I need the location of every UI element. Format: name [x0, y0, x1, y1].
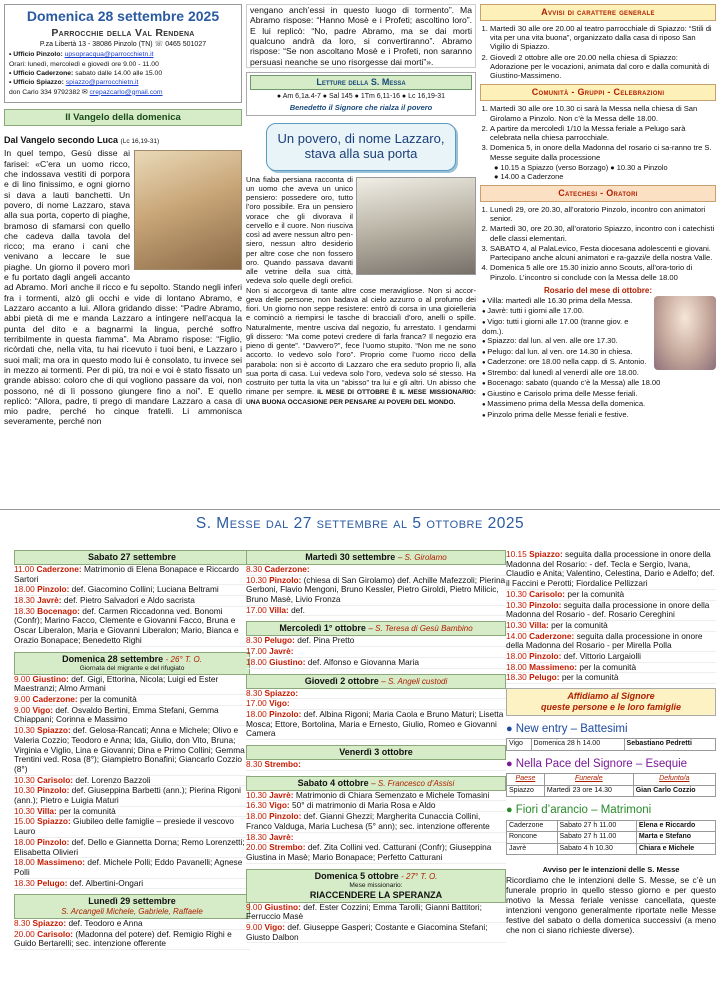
- mass-location: Javrè:: [269, 789, 296, 800]
- mass-intention: seguita dalla processione in onore della Madonna del Rosario - per Mirella Polla: [506, 630, 703, 651]
- mass-location: Carisolo:: [529, 588, 568, 599]
- mass-time: 18.00: [14, 857, 38, 868]
- office-text: don Carlo 334 9792382 ✉: [9, 88, 90, 96]
- mass-location: Vigo:: [269, 800, 292, 811]
- list-item: 4. Domenica 5 alle ore 15.30 inizio anno Scouts, all’ora-torio di Pinzolo. L’incontro si conclude con la Messa delle 18.00: [490, 263, 716, 282]
- mass-time: 16.30: [246, 800, 270, 811]
- day-note: – S. Girolamo: [397, 553, 447, 562]
- mass-entry: [506, 550, 716, 590]
- day-label: Lunedì 29 settembre: [88, 896, 176, 907]
- esequie-title: ● Nella Pace del Signore – Esequie: [506, 758, 688, 771]
- table-cell: Sabato 27 h 11.00: [557, 820, 636, 832]
- mass-location: Spiazzo:: [37, 816, 74, 827]
- table-header-cell: Defunto/a: [633, 774, 715, 786]
- mass-entry: [14, 726, 250, 776]
- table-cell: Gian Carlo Cozzio: [633, 785, 715, 797]
- messe-title: S. Messe dal 27 settembre al 5 ottobre 2025: [195, 515, 525, 532]
- office-label: • Ufficio Spiazzo:: [9, 79, 66, 87]
- mass-intention: def. Gianni Ghezzi; Margherita Cunaccia Collini, Franco Valduga, Maria Luchesa (5° ann); sec. intenzione offerente: [246, 811, 490, 831]
- mass-intention: def. Albertini-Ongari: [69, 877, 144, 888]
- mass-time: 10.30: [506, 588, 530, 599]
- messe-column-2: [246, 550, 506, 943]
- day-label: Sabato 4 ottobre: [297, 777, 369, 788]
- mass-entry: [14, 838, 250, 858]
- day-header: [246, 869, 506, 903]
- mass-location: Spiazzo:: [32, 918, 69, 929]
- vangelo-continued: vengano anch’essi in questo luogo di tormento”. Ma Abramo rispose: “Hanno Mosè e i Profeti; ascoltino loro”. E lui replicò: “No, padre Abramo, ma se dai morti qualcuno andrà da loro, si convertiranno”. Abramo rispose: “Se non ascoltano Mosè e i Profeti, non saranno persuasi neanche se uno risorgesse dai morti”».: [246, 4, 476, 68]
- commento-closing: IL MESE DI OTTOBRE È IL MESE MISSIONARIO: UNA BUONA OCCASIONE PER PENSARE AI POVERI DEL MONDO.: [246, 389, 476, 407]
- list-item: 2. A partire da mercoledì 1/10 la Messa feriale a Pelugo sarà celebrata nella chiesa parrocchiale.: [490, 124, 716, 143]
- table-cell: Sabato 27 h 11.00: [557, 832, 636, 844]
- esequie-table: [506, 773, 716, 797]
- table-cell: Sabato 4 h 10.30: [557, 843, 636, 855]
- mass-location: Bocenago:: [37, 605, 83, 616]
- vangelo-section-label: Il Vangelo della domenica: [4, 109, 242, 127]
- mass-entry: [506, 601, 716, 621]
- mass-time: 10.30: [14, 725, 38, 736]
- comunita-title: Comunità - Gruppi - Celebrazioni: [480, 84, 716, 101]
- office-line: [9, 79, 237, 87]
- day-header: [246, 550, 506, 565]
- mass-location: Giustino:: [264, 901, 304, 912]
- mass-intention: seguita dalla processione in onore della Madonna del Rosario - def. Rosario Cereghini: [506, 599, 710, 620]
- mass-location: Massimeno:: [37, 857, 88, 868]
- office-line: [9, 89, 237, 97]
- mass-entry: [246, 576, 506, 606]
- mass-intention: 50° di matrimonio di Maria Rosa e Aldo: [291, 800, 436, 811]
- mass-location: Giustino:: [32, 673, 72, 684]
- mass-time: 10.30: [14, 774, 38, 785]
- office-label: • Ufficio Pinzolo:: [9, 51, 65, 59]
- parish-header: [4, 4, 242, 103]
- mass-intention: def. Teodoro e Anna: [68, 918, 143, 929]
- mass-entry: [246, 812, 506, 832]
- day-saints: S. Arcangeli Michele, Gabriele, Raffaele: [61, 907, 203, 917]
- mass-location: Javrè:: [269, 831, 294, 842]
- rosario-item: ● Giustino e Carisolo prima delle Messe feriali.: [482, 389, 716, 399]
- mass-location: Spiazzo:: [264, 687, 299, 698]
- office-email-link[interactable]: upsopracqua@parrocchietn.it: [64, 51, 154, 59]
- mass-time: 9.00: [246, 901, 265, 912]
- mass-time: 8.30: [246, 687, 265, 698]
- day-note: – S. Angeli custodi: [381, 676, 448, 686]
- mass-time: 18.30: [506, 672, 530, 683]
- table-cell: Domenica 28 h 14.00: [531, 739, 624, 751]
- mass-time: 17.00: [246, 646, 270, 657]
- table-cell: Martedì 23 ore 14.30: [544, 785, 633, 797]
- mass-time: 9.00: [14, 694, 33, 704]
- mass-intention: def. Gelosa-Rancati; Anna e Michele; Olivo e Valeria Cozzio; Teodoro e Anna; Ida, Giulio, don Vito, Bruna; Virginia e Viglio, Lina e Giovanni; Dina e Primo Collini; Gemma Trentini ved. Rosa (8°); Giampietro Bonafini; Giancarlo Cozzio (8°): [14, 725, 245, 774]
- table-cell: Sebastiano Pedretti: [624, 739, 715, 751]
- mass-intention: def. Ester Cozzini; Emma Tarolli; Gianni Battitori; Ferruccio Masè: [246, 901, 482, 922]
- sub-item: ● 10.15 a Spiazzo (verso Borzago) ● 10.30 a Pinzolo: [494, 162, 668, 172]
- list-item: 3. Domenica 5, in onore della Madonna del rosario ci sa-ranno tre S. Messe seguite dalla processione: [490, 143, 716, 162]
- mass-location: Giustino:: [269, 656, 308, 667]
- mass-time: 9.00: [14, 673, 33, 684]
- office-label: • Ufficio Caderzone:: [9, 69, 76, 77]
- day-label: Martedì 30 settembre: [305, 552, 396, 562]
- mass-location: Pinzolo:: [37, 836, 72, 847]
- mass-intention: def. Lorenzo Bazzoli: [75, 774, 151, 785]
- mass-time: 18.00: [246, 656, 270, 667]
- messe-column-1: [14, 550, 250, 950]
- mass-entry: [14, 675, 250, 695]
- mass-intention: per la comunità: [79, 694, 137, 704]
- mass-intention: def.: [291, 604, 305, 615]
- avviso-intenzioni-text: Ricordiamo che le intenzioni delle S. Messe, se c’è un funerale proprio in quello stesso giorno e per questo motivo la Messa feriale venisse cancellata, queste intenzioni vengono generalmente riportate nelle Messe festive del sabato o della domenica successivi (a meno che non ci siano richieste diverse).: [506, 874, 716, 936]
- middle-column: [246, 4, 476, 407]
- mass-location: Spiazzo:: [529, 549, 566, 559]
- mass-intention: def. Osvaldo Bertini, Emma Stefani, Gemma Chiappani; Corinna e Massimo: [14, 704, 219, 725]
- table-cell: Caderzone: [507, 820, 558, 832]
- table-header-cell: Paese: [507, 774, 545, 786]
- mass-location: Pinzolo:: [37, 584, 72, 595]
- vangelo-text: In quel tempo, Gesù disse ai farisei: «C’era un uomo ricco, che indossava vestiti di porpora e di lino finissimo, e ogni giorno si dava a lauti banchetti. Un povero, di nome Lazzaro, stava alla sua porta, coperto di piaghe, bramoso di sfamarsi con quello che cadeva dalla tavola del ricco; ma erano i cani che venivano a leccare le sue piaghe. Un giorno il povero morì e fu portato dagli angeli accanto ad Abramo. Morì anche il ricco e fu sepolto. Stando negli inferi fra i tormenti, alzò gli occhi e vide di lontano Abramo, e Lazzaro accanto a lui. Allora gridando disse: “Padre Abramo, abbi pietà di me e manda Lazzaro a intingere nell’acqua la punta del dito e a bagnarmi la lingua, perché soffro terribilmente in questa fiamma”. Ma Abramo rispose: “Figlio, ricòrdati che, nella vita, tu hai ricevuto i tuoi beni, e Lazzaro i suoi mali; ma ora in questo modo lui è consolato, tu invece sei in mezzo ai tormenti. Per di più, tra noi e voi è stato fissato un grande abisso: coloro che di qui vogliono passare da voi, non possono, né di lì possono giungere fino a noi”. E quello replicò: “Allora, padre, ti prego di mandare Lazzaro a casa di mio padre, perché ho cinque fratelli. Li ammonisca severamente, perché non: [4, 148, 242, 427]
- offices-list: [9, 51, 237, 96]
- mass-intention: def. Vittorio Largaiolli: [563, 651, 641, 662]
- table-row: [507, 843, 716, 855]
- mass-time: 18.00: [506, 661, 530, 672]
- mass-intention: Matrimonio di Elena Bonapace e Riccardo Sartori: [14, 563, 239, 584]
- catechesi-list: [480, 205, 716, 282]
- commento-text: Una fiaba persiana racconta di un uomo che aveva un unico pensiero: possedere oro, tutto l’oro possibile. Era un pensiero vorace che gli divorava il cervello e il cuore. Non riusciva così ad avere nessun altro pen-siero, nessun altro desiderio per altre cose che non fossero oro. Quando passava davanti alle vetrine della sua città, vedeva solo quelle degli orefici. Non si accorgeva di tante altre cose meravigliose. Non si accor-geva delle persone, non badava al cielo azzurro o al profumo dei fiori. Un giorno non seppe resistere: entrò di corsa in una gioielleria e cominciò a riempirsi le tasche di braccialì d’oro, anelli o spille. Naturalmente, mentre usciva dal negozio, fu arrestato. I gendarmi gli dissero: “Ma come potevi credere di farla franca? Il negozio era pieno di gente”. “Davvero?”, fece l’uomo stupito. “Non me ne sono accorto. Io vedevo solo l’oro”. Proprio come l’uomo ricco della parabola: non si è accorto di Lazzaro che era seduto proprio lì, alla sua porta di casa. Lui vedeva solo l’oro, vedeva solo sé stesso. Ha costruito per tutta la vita un “abisso” tra lui e gli altri. Un abisso che rimane per sempre. IL MESE DI OTTOBRE È IL MESE MISSIONARIO: UNA BUONA OCCASIONE PER PENSARE AI POVERI DEL MONDO.: [246, 174, 476, 407]
- list-item: 2. Martedì 30, ore 20.30, all’oratorio Spiazzo, incontro con i catechisti delle classi elementari.: [490, 224, 716, 243]
- matrimoni-table: [506, 820, 716, 856]
- day-note: – S. Teresa di Gesù Bambino: [368, 624, 473, 634]
- office-line: [9, 70, 237, 78]
- table-cell: Vigo: [507, 739, 532, 751]
- madonna-image: [654, 296, 716, 370]
- commento-title: Un povero, di nome Lazzaro, stava alla sua porta: [266, 123, 456, 171]
- mass-time: 8.30: [246, 635, 265, 646]
- mass-time: 8.30: [246, 759, 265, 770]
- mass-location: Vigo:: [269, 698, 290, 709]
- mass-intention: per la comunità: [59, 805, 116, 816]
- vangelo-title: Dal Vangelo secondo Luca (Lc 16,19-31): [4, 135, 160, 146]
- mass-time: 18.00: [14, 836, 38, 847]
- table-cell: Chiara e Michele: [636, 843, 715, 855]
- day-label: Venerdì 3 ottobre: [339, 747, 413, 758]
- mass-location: Pinzolo:: [529, 651, 564, 662]
- mass-time: 18.00: [246, 811, 270, 822]
- mass-intention: def. Alfonso e Giovanna Maria: [307, 656, 419, 667]
- day-theme: RIACCENDERE LA SPERANZA: [309, 889, 443, 900]
- mass-entry: [246, 710, 506, 740]
- avviso-intenzioni-title: Avviso per le intenzioni delle S. Messe: [542, 865, 680, 875]
- mass-intention: def. Dello e Giannetta Dorna; Remo Lorenzetti; Elisabetta Olivieri: [14, 836, 245, 857]
- mass-location: Strembo:: [269, 842, 308, 853]
- rosario-item: ● Caderzone: ore 18.00 nella capp. di S. Antonio.: [482, 357, 716, 367]
- mass-entry: [506, 632, 716, 652]
- letture-box: [246, 72, 476, 116]
- mass-intention: per la comunità: [579, 661, 637, 672]
- mass-intention: def. Giuseppina Barbetti (ann.); Pierina Rigoni (ann.); Pietro e Luigia Maturi: [14, 785, 241, 806]
- rosario-item: ● Villa: martedì alle 16.30 prima della Messa.: [482, 296, 716, 306]
- mass-intention: Matrimonio di Chiara Semenzato e Michele Tomasini: [295, 789, 490, 800]
- day-note: - 27° T. O.: [401, 871, 438, 881]
- mass-location: Pelugo:: [264, 635, 298, 646]
- rosario-item: ● Pinzolo prima delle Messe feriali e festive.: [482, 410, 716, 420]
- mass-time: 10.15: [506, 549, 530, 559]
- avvisi-list: [480, 24, 716, 81]
- mass-location: Javrè:: [269, 646, 294, 657]
- messe-list-3: [506, 550, 716, 684]
- mass-entry: [246, 658, 506, 669]
- mass-time: 10.30: [246, 574, 270, 585]
- battesimi-title: ● New entry – Battesimi: [506, 723, 628, 736]
- parish-address: P.za Libertà 13 - 38086 Pinzolo (TN) ☏ 0465 501027: [39, 40, 207, 48]
- commento-illustration: [356, 177, 476, 275]
- office-line: [9, 51, 237, 59]
- table-row: [507, 785, 716, 797]
- mass-location: Caderzone:: [529, 630, 577, 641]
- mass-location: Villa:: [37, 805, 60, 816]
- day-subtitle: Mese missionario:: [349, 881, 403, 889]
- comunita-list: [480, 104, 716, 181]
- mass-location: Carisolo:: [37, 774, 76, 785]
- mass-intention: def. Giuseppe Gasperi; Costante e Giacomina Stefani; Giusto Dalbon: [246, 921, 488, 942]
- mass-location: Pelugo:: [37, 877, 70, 888]
- mass-intention: per la comunità: [561, 672, 619, 683]
- mass-time: 17.00: [246, 604, 270, 615]
- mass-entry: [246, 606, 506, 617]
- list-item: 1. Martedì 30 alle ore 10.30 ci sarà la Messa nella chiesa di San Girolamo a Pinzolo. Non c’è la Messa delle 18.00.: [490, 104, 716, 123]
- mass-time: 9.00: [246, 921, 265, 932]
- mass-entry: [14, 786, 250, 806]
- mass-entry: [246, 760, 506, 771]
- mass-intention: def. Gigi, Ettorina, Nicola; Luigi ed Ester Maestranzi; Almo Armani: [14, 673, 219, 694]
- mass-location: Carisolo:: [37, 928, 76, 939]
- mass-location: Pinzolo:: [529, 599, 564, 610]
- mass-intention: def. Carmen Riccadonna ved. Bonomi (Confr); Marino Facco, Clemente e Giovanni Facco, Bruna e Oscar Liberalon, Maria e Giovanni Liberalon; Mario, Bianca e Orazio Bonapace; Benedetto Righi: [14, 605, 239, 645]
- mass-location: Villa:: [529, 619, 552, 630]
- mass-entry: [14, 706, 250, 726]
- mass-location: Spiazzo:: [37, 725, 74, 736]
- mass-time: 10.30: [246, 789, 270, 800]
- mass-time: 8.30: [14, 918, 33, 929]
- mass-intention: def. Michele Polli; Eddo Pavanelli; Agnese Polli: [14, 857, 243, 877]
- mass-location: Pinzolo:: [37, 785, 72, 796]
- mass-time: 11.00: [14, 563, 37, 574]
- right-column: [480, 4, 716, 420]
- mass-location: Vigo:: [264, 921, 288, 932]
- mass-intention: def. Giacomino Collini; Luciana Beltrami: [71, 584, 219, 595]
- mass-location: Caderzone:: [36, 563, 84, 574]
- mass-intention: def. Zita Collini ved. Catturani (Confr); Giuseppina Giustina in Masè; Mario Bonapace; Perfetto Catturani: [246, 842, 492, 862]
- mass-location: Villa:: [269, 604, 292, 615]
- mass-intention: (chiesa di San Girolamo) def. Achille Mafezzoli; Pierina Gerboni, Flavio Mengoni, Bruno Kessler, Pietro Giroldi, Pietro Milicic, Bruno Masè, Livio Fronza: [246, 574, 506, 605]
- day-note: - 26° T. O.: [165, 654, 202, 664]
- rosario-item: ● Massimeno prima della Messa della domenica.: [482, 399, 716, 409]
- letture-subtitle: Benedetto il Signore che rialza il povero: [289, 103, 433, 113]
- mass-intention: def. Pina Pretto: [297, 635, 355, 646]
- table-header-cell: Funerale: [544, 774, 633, 786]
- mass-intention: (Madonna del potere) def. Remigio Righi e Guido Bertarelli; sec. intenzione offerente: [14, 928, 232, 949]
- day-note: – S. Francesco d’Assisi: [371, 778, 455, 788]
- mass-time: 18.30: [246, 831, 270, 842]
- table-cell: Marta e Stefano: [636, 832, 715, 844]
- mass-location: Pinzolo:: [269, 574, 304, 585]
- office-text: Orari: lunedì, mercoledì e giovedì ore 9.00 - 11.00: [9, 60, 159, 68]
- rosario-item: ● Vigo: tutti i giorni alle 17.00 (tranne giov. e dom.).: [482, 317, 716, 337]
- mass-location: Caderzone:: [32, 694, 80, 704]
- mass-time: 10.30: [14, 785, 38, 796]
- gospel-illustration: [134, 150, 242, 270]
- list-item: 2. Giovedì 2 ottobre alle ore 20.00 nella chiesa di Spiazzo: Adorazione per le vocazioni, animata dal coro e dalla comunità di Giustino-Massimeno.: [490, 53, 716, 81]
- mass-location: Massimeno:: [529, 661, 580, 672]
- table-row: [507, 739, 716, 751]
- table-cell: Roncone: [507, 832, 558, 844]
- rosario-item: ● Bocenago: sabato (quando c’è la Messa) alle 18.00: [482, 378, 716, 388]
- day-label: Giovedì 2 ottobre: [304, 675, 379, 686]
- mass-time: 18.30: [14, 595, 38, 606]
- affidiamo-box: Affidiamo al Signore queste persone e le loro famiglie: [506, 688, 716, 716]
- day-label: Sabato 27 settembre: [87, 552, 177, 562]
- mass-location: Vigo:: [32, 704, 56, 715]
- day-label: Domenica 5 ottobre: [314, 870, 399, 881]
- mass-intention: per la comunità: [551, 619, 608, 630]
- mass-location: Strembo:: [264, 759, 301, 770]
- table-cell: Spiazzo: [507, 785, 545, 797]
- day-header: [246, 621, 506, 636]
- mass-intention: seguita dalla processione in onore della Madonna del Rosario: - def. Tecla e Sergio, Ivana, Claudio e Anita; Valentino, Celestina, Dario e Adelfo; def. il Faccini e Perotti; Fiordalice Pellizzari: [506, 549, 715, 589]
- mass-time: 18.00: [506, 651, 530, 662]
- office-text: sabato dalle 14.00 alle 15.00: [75, 69, 163, 77]
- mass-time: 18.30: [14, 877, 38, 888]
- mass-intention: Giubileo delle famiglie – presiede il vescovo Lauro: [14, 816, 235, 837]
- mass-entry: [14, 858, 250, 878]
- list-item: 1. Lunedì 29, ore 20.30, all’oratorio Pinzolo, incontro con animatori senior.: [490, 205, 716, 224]
- day-header: [14, 894, 250, 919]
- table-row: [507, 820, 716, 832]
- mass-entry: [14, 565, 250, 585]
- sub-item: ● 14.00 a Caderzone: [494, 171, 564, 181]
- mass-time: 18.00: [246, 708, 270, 719]
- catechesi-title: Catechesi - Oratori: [480, 185, 716, 202]
- mass-location: Pinzolo:: [269, 708, 304, 719]
- mass-time: 17.00: [246, 698, 270, 709]
- mass-entry: [14, 817, 250, 837]
- mass-time: 15.00: [14, 816, 38, 827]
- avvisi-title: Avvisi di carattere generale: [480, 4, 716, 21]
- mass-time: 20.00: [246, 842, 270, 853]
- rosario-item: ● Strembo: dal lunedì al venerdì alle ore 18.00.: [482, 368, 716, 378]
- parish-name: Parrocchie della Val Rendena: [51, 27, 195, 40]
- rosario-item: ● Pelugo: dal lun. al ven. ore 14.30 in chiesa.: [482, 347, 716, 357]
- table-cell: Javrè: [507, 843, 558, 855]
- mass-time: 20.00: [14, 928, 38, 939]
- table-header-row: [507, 774, 716, 786]
- mass-entry: [14, 879, 250, 890]
- mass-entry: [246, 903, 506, 923]
- day-header: [14, 550, 250, 565]
- mass-intention: def. Pietro Salvadori e Aldo sacrista: [63, 595, 195, 606]
- mass-time: 10.30: [506, 619, 530, 630]
- day-header: [246, 745, 506, 760]
- day-label: Domenica 28 settembre: [62, 653, 164, 664]
- mass-time: 18.00: [14, 584, 38, 595]
- letture-refs: ● Am 6,1a.4-7 ● Sal 145 ● 1Tm 6,11-16 ● Lc 16,19-31: [276, 92, 446, 100]
- mass-entry: [14, 930, 250, 950]
- office-email-link[interactable]: crepazcarlo@gmail.com: [89, 88, 163, 96]
- mass-entry: [506, 673, 716, 684]
- office-line: [9, 61, 237, 69]
- mass-time: 8.30: [246, 563, 265, 574]
- rosario-title: Rosario del mese di ottobre:: [543, 285, 653, 295]
- mass-location: Pinzolo:: [269, 811, 304, 822]
- mass-entry: [246, 923, 506, 943]
- mass-time: 9.00: [14, 704, 33, 715]
- rosario-item: ● Spiazzo: dal lun. al ven. alle ore 17.30.: [482, 336, 716, 346]
- office-email-link[interactable]: spiazzo@parrocchietn.it: [65, 79, 139, 87]
- table-cell: Elena e Riccardo: [636, 820, 715, 832]
- table-row: [507, 832, 716, 844]
- mass-location: Caderzone:: [264, 563, 310, 574]
- mass-intention: per la comunità: [567, 588, 625, 599]
- left-column: [4, 4, 242, 427]
- mass-intention: def. Albina Rigoni; Maria Caola e Bruno Maturi; Lisetta Mosca; Ettore, Bortolina, Maria e Ernesto, Giulio, Romeo e Giovanni Camera: [246, 708, 504, 739]
- battesimi-table: [506, 738, 716, 751]
- day-subtitle: Giornata del migrante e del rifugiato: [79, 664, 185, 672]
- matrimoni-title: ● Fiori d’arancio – Matrimoni: [506, 804, 652, 817]
- list-item: 1. Martedì 30 alle ore 20.00 al teatro parrocchiale di Spiazzo: “Stili di vita per una vita buona”, organizzato dalla casa di riposo San Vigilio di Spiazzo.: [490, 24, 716, 52]
- list-item: 3. SABATO 4, al PalaLevico, Festa diocesana adolescenti e giovani. Partecipano anche alcuni animatori e ra-gazzi/e della nostra Valle.: [490, 244, 716, 263]
- rosario-item: ● Javrè: tutti i giorni alle 17.00.: [482, 306, 716, 316]
- mass-entry: [14, 607, 250, 647]
- mass-time: 10.30: [14, 805, 38, 816]
- mass-entry: [246, 843, 506, 863]
- mass-location: Pelugo:: [529, 672, 562, 683]
- day-label: Mercoledì 1° ottobre: [279, 623, 366, 634]
- mass-time: 10.30: [506, 599, 530, 610]
- day-header: [246, 776, 506, 791]
- day-header: [14, 652, 250, 675]
- messe-column-3: [506, 550, 716, 935]
- section-divider: [0, 509, 720, 510]
- letture-title: Letture della S. Messa: [250, 75, 472, 90]
- day-header: [246, 674, 506, 689]
- mass-location: Javrè:: [37, 595, 64, 606]
- mass-time: 18.30: [14, 605, 38, 616]
- bulletin-date: Domenica 28 settembre 2025: [26, 8, 220, 24]
- mass-time: 14.00: [506, 630, 530, 641]
